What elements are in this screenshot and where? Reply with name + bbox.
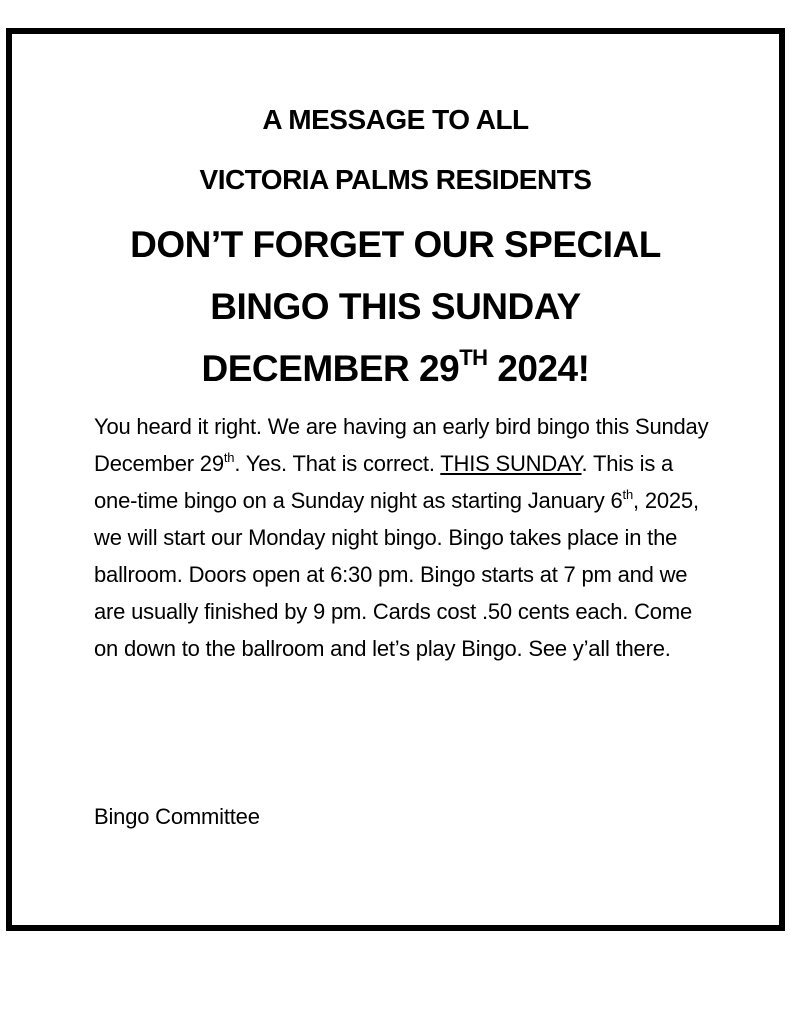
body-sup-2: th: [622, 487, 633, 502]
body-emphasis: THIS SUNDAY: [440, 451, 582, 476]
body-part-1: You heard it right. We are having an early bird bingo this Sunday December 29: [94, 414, 709, 476]
body-part-3: . This is a one-time bingo on a Sunday night as starting January 6: [94, 451, 674, 513]
headline-date: DECEMBER 29: [201, 348, 460, 389]
headline-date-suffix: TH: [459, 345, 488, 370]
body-part-2: . Yes. That is correct.: [234, 451, 441, 476]
headline-line-1: DON’T FORGET OUR SPECIAL: [130, 224, 661, 265]
headline-line-2: BINGO THIS SUNDAY: [210, 286, 581, 327]
signature: Bingo Committee: [94, 804, 260, 829]
heading-line-1: A MESSAGE TO ALL: [262, 104, 529, 135]
heading-line-2: VICTORIA PALMS RESIDENTS: [199, 164, 592, 195]
body-sup-1: th: [223, 450, 235, 465]
body-part-4: , 2025, we will start our Monday night bingo. Bingo takes place in the ballroom. Doors open at 6:30 pm. Bingo starts at 7 pm and we are usually finished by 9 pm. Cards cost .50 cents each. Come on down to the ballroom and let’s play Bingo. See y’all there.: [94, 488, 699, 661]
headline-line-3: [12, 345, 779, 390]
headline-year: 2024!: [487, 348, 590, 389]
notice-border: [6, 28, 785, 931]
body-paragraph: [94, 408, 714, 667]
